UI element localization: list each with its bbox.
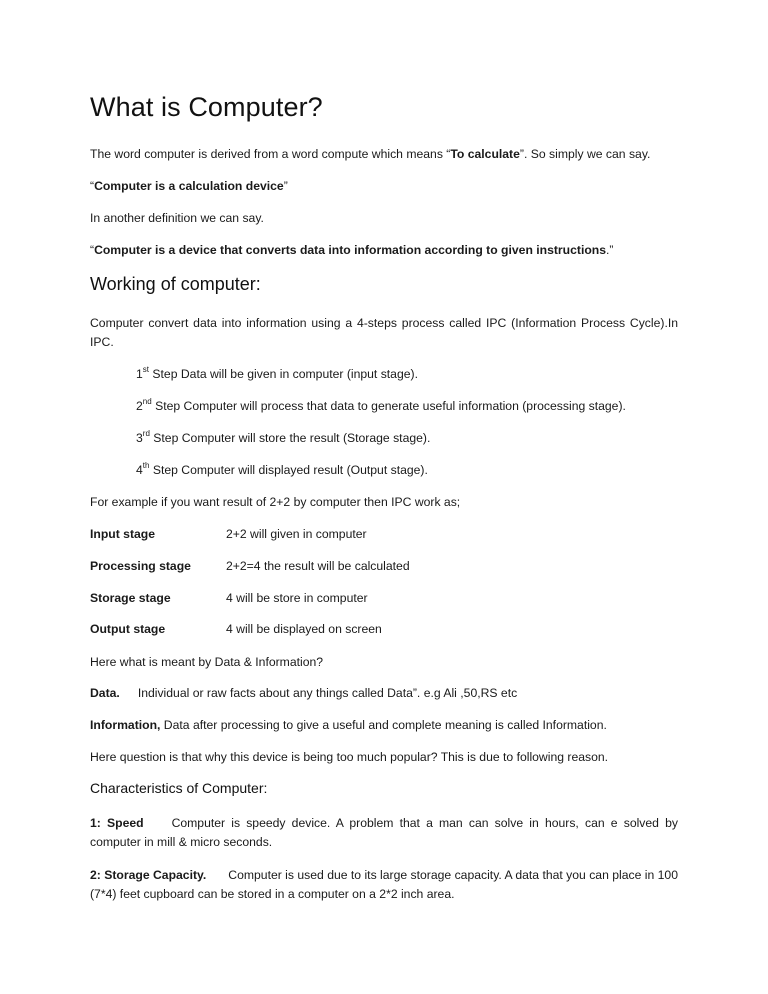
characteristic-item: 2: Storage Capacity. Computer is used due to its large storage capacity. A data that you can place in 100 (7*4) feet cupboard can be stored in a computer on a 2*2 inch area. [90,868,678,901]
step-item: 4th Step Computer will displayed result (Output stage). [136,460,428,477]
stage-row [90,620,678,639]
intro-paragraph: The word computer is derived from a word compute which means “To calculate”. So simply we can say. [90,147,651,161]
stage-value: 4 will be store in computer [226,591,368,605]
stage-value: 2+2=4 the result will be calculated [226,559,410,573]
ipc-description: Computer convert data into information using a 4-steps process called IPC (Information Process Cycle).In IPC. [90,316,678,349]
data-information-question: Here what is meant by Data & Information? [90,655,324,669]
definition-calculation-device: “Computer is a calculation device” [90,179,288,193]
stage-value: 4 will be displayed on screen [226,622,382,636]
characteristics-heading: Characteristics of Computer: [90,780,268,796]
stage-row [90,525,678,544]
stage-label: Storage stage [90,591,171,605]
step-item: 3rd Step Computer will store the result (Storage stage). [136,428,431,445]
popularity-question: Here question is that why this device is being too much popular? This is due to following reason. [90,750,609,764]
stage-row [90,557,678,576]
characteristic-item: 1: Speed Computer is speedy device. A problem that a man can solve in hours, can e solved by computer in mill & micro seconds. [90,816,678,849]
stage-label: Output stage [90,622,166,636]
information-definition: Information, Data after processing to give a useful and complete meaning is called Information. [90,718,607,732]
another-definition-line: In another definition we can say. [90,211,264,225]
example-line: For example if you want result of 2+2 by computer then IPC work as; [90,495,461,509]
page-title: What is Computer? [90,92,323,122]
stage-label: Input stage [90,527,156,541]
data-definition: Data. Individual or raw facts about any things called Data”. e.g Ali ,50,RS etc [90,686,518,700]
working-heading: Working of computer: [90,274,261,294]
definition-converts-data: “Computer is a device that converts data into information according to given instructions.” [90,243,614,257]
stage-value: 2+2 will given in computer [226,527,367,541]
step-item: 2nd Step Computer will process that data to generate useful information (processing stage). [136,396,626,413]
stage-label: Processing stage [90,559,191,573]
step-item: 1st Step Data will be given in computer (input stage). [136,364,418,381]
stage-row [90,589,678,608]
